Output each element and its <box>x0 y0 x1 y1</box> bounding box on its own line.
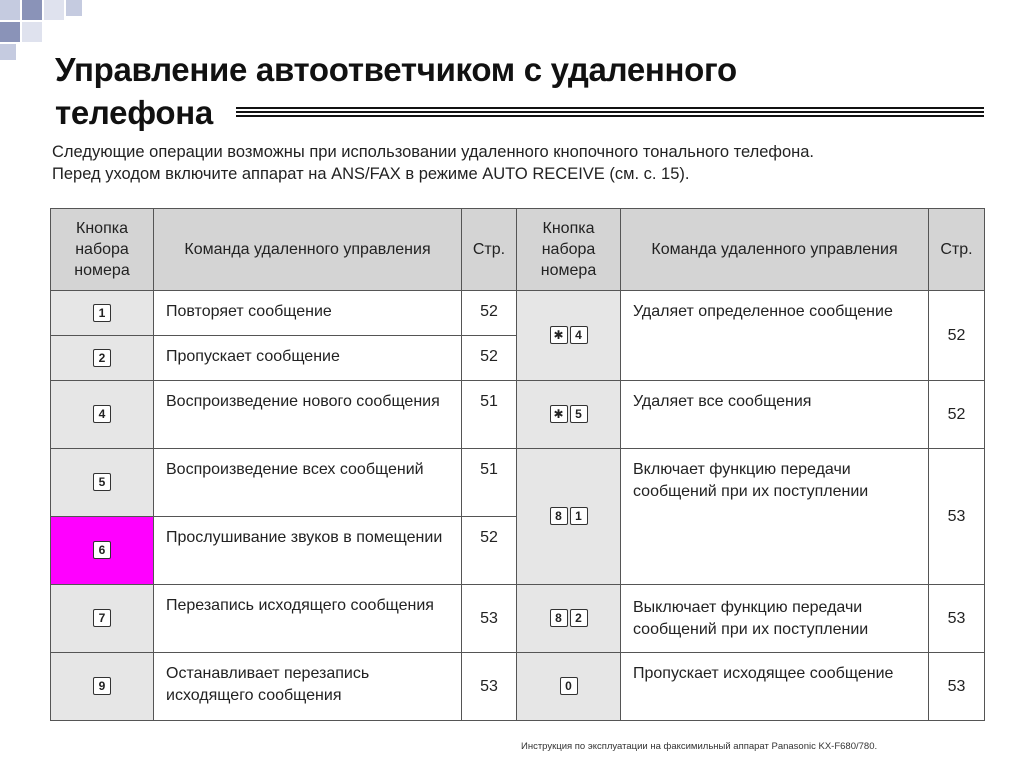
key-cell <box>51 336 154 381</box>
footer-text: Инструкция по эксплуатации на факсимильный аппарат <box>521 741 772 752</box>
header-page-left: Стр. <box>462 209 517 291</box>
key-cell <box>517 449 621 585</box>
key-cell <box>517 653 621 721</box>
table-row <box>51 449 985 517</box>
command-cell: Повторяет сообщение <box>154 291 462 336</box>
page-title <box>55 48 737 134</box>
key-button-icon: 2 <box>93 349 111 367</box>
header-key-right: Кнопка набора номера <box>517 209 621 291</box>
page-cell: 52 <box>462 291 517 336</box>
page-cell: 53 <box>929 585 985 653</box>
key-cell <box>517 585 621 653</box>
table-row <box>51 291 985 336</box>
command-cell: Выключает функцию передачи сообщений при их поступлении <box>621 585 929 653</box>
key-button-icon: 0 <box>560 677 578 695</box>
key-button-icon: 5 <box>570 405 588 423</box>
key-button-icon: 5 <box>93 473 111 491</box>
page-cell: 53 <box>462 653 517 721</box>
page-cell: 52 <box>929 381 985 449</box>
key-button-icon: 8 <box>550 609 568 627</box>
footer-note <box>521 741 877 752</box>
header-command-right: Команда удаленного управления <box>621 209 929 291</box>
command-cell: Удаляет определенное сообщение <box>621 291 929 381</box>
intro-text <box>52 141 814 185</box>
header-command-left: Команда удаленного управления <box>154 209 462 291</box>
key-cell <box>517 291 621 381</box>
intro-line-1: Следующие операции возможны при использовании удаленного кнопочного тонального телефона. <box>52 143 815 161</box>
key-cell <box>51 449 154 517</box>
table-row <box>51 381 985 449</box>
key-button-icon: 9 <box>93 677 111 695</box>
command-cell: Воспроизведение всех сообщений <box>154 449 462 517</box>
command-cell: Перезапись исходящего сообщения <box>154 585 462 653</box>
page-cell: 51 <box>462 381 517 449</box>
intro-line-2: Перед уходом включите аппарат на ANS/FAX в режиме AUTO RECEIVE (см. с. 15). <box>52 165 690 183</box>
key-button-icon: 4 <box>570 326 588 344</box>
key-button-icon: 7 <box>93 609 111 627</box>
key-button-icon: 6 <box>93 541 111 559</box>
command-cell: Останавливает перезапись исходящего сообщения <box>154 653 462 721</box>
key-button-icon: 1 <box>570 507 588 525</box>
page-cell: 52 <box>462 517 517 585</box>
key-button-icon: 8 <box>550 507 568 525</box>
key-cell <box>51 291 154 336</box>
star-key-icon: ✱ <box>550 326 568 344</box>
command-cell: Прослушивание звуков в помещении <box>154 517 462 585</box>
key-button-icon: 1 <box>93 304 111 322</box>
footer-brand: Panasonic KX-F680/780. <box>771 741 878 752</box>
key-button-icon: 2 <box>570 609 588 627</box>
table-row <box>51 585 985 653</box>
command-cell: Удаляет все сообщения <box>621 381 929 449</box>
title-line-2: телефона <box>55 94 213 131</box>
page-cell: 52 <box>929 291 985 381</box>
key-cell <box>51 381 154 449</box>
page-cell: 52 <box>462 336 517 381</box>
command-cell: Включает функцию передачи сообщений при их поступлении <box>621 449 929 585</box>
star-key-icon: ✱ <box>550 405 568 423</box>
page-cell: 51 <box>462 449 517 517</box>
table-row <box>51 653 985 721</box>
command-cell: Воспроизведение нового сообщения <box>154 381 462 449</box>
page-cell: 53 <box>462 585 517 653</box>
header-page-right: Стр. <box>929 209 985 291</box>
key-cell <box>51 653 154 721</box>
title-line-1: Управление автоответчиком с удаленного <box>55 51 737 88</box>
remote-commands-table <box>50 208 985 721</box>
page-cell: 53 <box>929 653 985 721</box>
command-cell: Пропускает исходящее сообщение <box>621 653 929 721</box>
key-button-icon: 4 <box>93 405 111 423</box>
key-cell <box>517 381 621 449</box>
title-rule <box>236 107 984 119</box>
header-key-left: Кнопка набора номера <box>51 209 154 291</box>
page-cell: 53 <box>929 449 985 585</box>
key-cell <box>51 585 154 653</box>
key-cell-highlighted <box>51 517 154 585</box>
command-cell: Пропускает сообщение <box>154 336 462 381</box>
table-header-row <box>51 209 985 291</box>
